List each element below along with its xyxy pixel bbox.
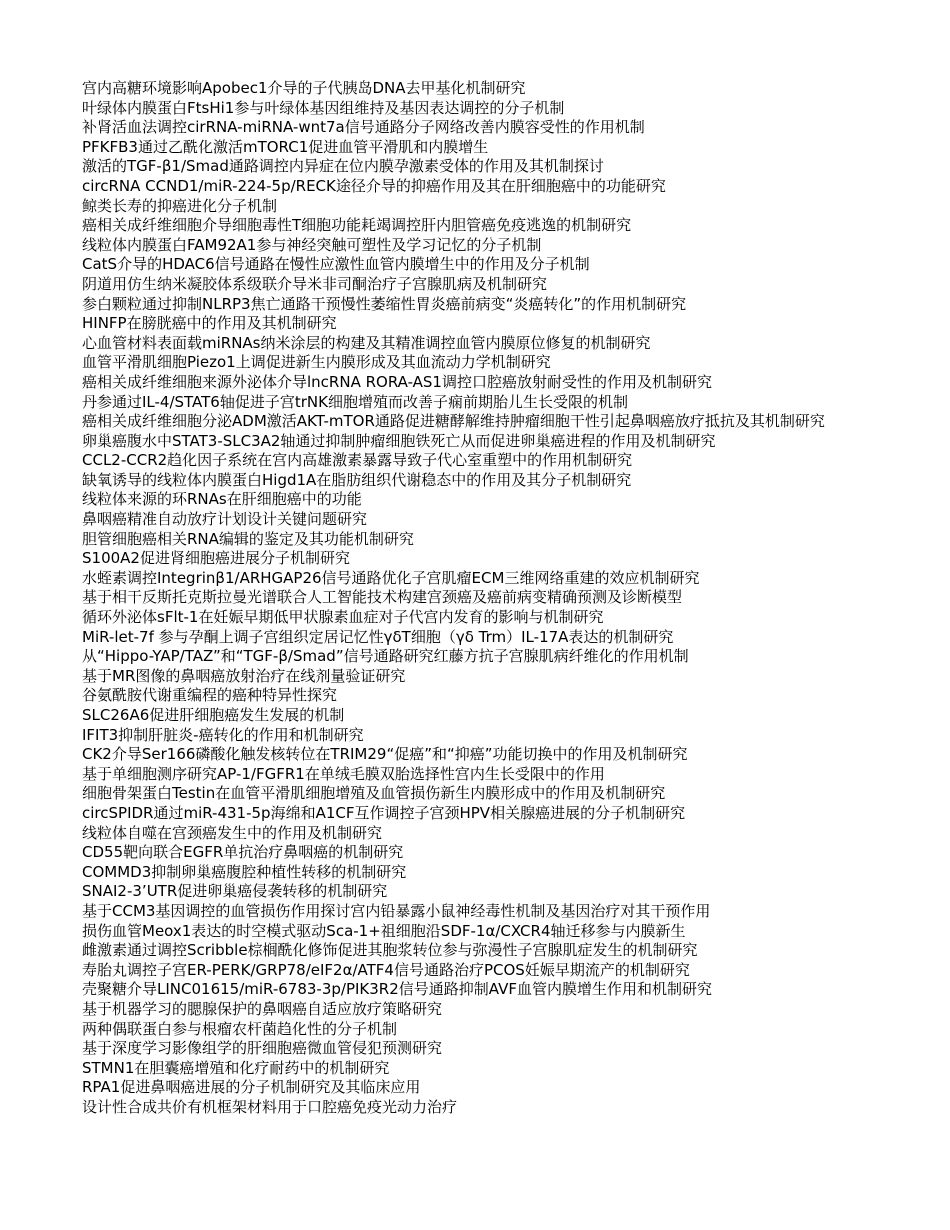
project-title: 谷氨酰胺代谢重编程的癌种特异性探究 (82, 686, 338, 705)
project-title: 卵巢癌腹水中STAT3-SLC3A2轴通过抑制肿瘤细胞铁死亡从而促进卵巢癌进程的作用及机制研究 (82, 431, 716, 450)
project-title: COMMD3抑制卵巢癌腹腔种植性转移的机制研究 (82, 862, 407, 881)
project-title: 基于MR图像的鼻咽癌放射治疗在线剂量验证研究 (82, 666, 406, 685)
project-title: 叶绿体内膜蛋白FtsHi1参与叶绿体基因组维持及基因表达调控的分子机制 (82, 98, 565, 117)
project-title: RPA1促进鼻咽癌进展的分子机制研究及其临床应用 (82, 1078, 421, 1097)
project-title: 线粒体来源的环RNAs在肝细胞癌中的功能 (82, 490, 362, 509)
project-title: SLC26A6促进肝细胞癌发生发展的机制 (82, 706, 345, 724)
project-title-list (82, 79, 942, 1117)
project-title: 损伤血管Meox1表达的时空模式驱动Sca-1+祖细胞沿SDF-1α/CXCR4轴迁移参与内膜新生 (82, 921, 686, 940)
project-title: 基于相干反斯托克斯拉曼光谱联合人工智能技术构建宫颈癌及癌前病变精确预测及诊断模型 (82, 588, 683, 607)
project-title: circRNA CCND1/miR-224-5p/RECK途径介导的抑癌作用及其在肝细胞癌中的功能研究 (82, 176, 666, 195)
project-title: 水蛭素调控Integrinβ1/ARHGAP26信号通路优化子宫肌瘤ECM三维网络重建的效应机制研究 (82, 568, 700, 587)
project-title: S100A2促进肾细胞癌进展分子机制研究 (82, 549, 350, 568)
project-title: 癌相关成纤维细胞介导细胞毒性T细胞功能耗竭调控肝内胆管癌免疫逃逸的机制研究 (82, 216, 632, 235)
project-title: 鲸类长寿的抑癌进化分子机制 (82, 196, 278, 215)
project-title: CCL2-CCR2趋化因子系统在宫内高雄激素暴露导致子代心室重塑中的作用机制研究 (82, 451, 633, 470)
project-title: 心血管材料表面载miRNAs纳米涂层的构建及其精准调控血管内膜原位修复的机制研究 (82, 333, 651, 352)
project-title: 设计性合成共价有机框架材料用于口腔癌免疫光动力治疗 (82, 1097, 458, 1116)
project-title: PFKFB3通过乙酰化激活mTORC1促进血管平滑肌和内膜增生 (82, 137, 489, 156)
project-title: SNAI2-3’UTR促进卵巢癌侵袭转移的机制研究 (82, 882, 388, 901)
project-title: 雌激素通过调控Scribble棕榈酰化修饰促进其胞浆转位参与弥漫性子宫腺肌症发生的机制研究 (82, 941, 698, 960)
project-title: 从“Hippo-YAP/TAZ”和“TGF-β/Smad”信号通路研究红藤方抗子宫腺肌病纤维化的作用机制 (82, 647, 689, 666)
project-title: 寿胎丸调控子宫ER-PERK/GRP78/eIF2α/ATF4信号通路治疗PCOS妊娠早期流产的机制研究 (82, 960, 690, 979)
project-title: 线粒体自噬在宫颈癌发生中的作用及机制研究 (82, 823, 383, 842)
project-title: 循环外泌体sFlt-1在妊娠早期低甲状腺素血症对子代宫内发育的影响与机制研究 (82, 608, 604, 627)
project-title: 鼻咽癌精准自动放疗计划设计关键问题研究 (82, 510, 368, 529)
project-title: 基于深度学习影像组学的肝细胞癌微血管侵犯预测研究 (82, 1039, 443, 1058)
project-title: circSPIDR通过miR-431-5p海绵和A1CF互作调控子宫颈HPV相关腺癌进展的分子机制研究 (82, 803, 686, 822)
project-title: 丹参通过IL-4/STAT6轴促进子宫trNK细胞增殖而改善子痫前期胎儿生长受限的机制 (82, 392, 628, 411)
project-title: MiR-let-7f 参与孕酮上调子宫组织定居记忆性γδT细胞（γδ Trm）IL-17A表达的机制研究 (82, 627, 674, 646)
project-title: HINFP在膀胱癌中的作用及其机制研究 (82, 314, 337, 333)
project-title: 阴道用仿生纳米凝胶体系级联介导米非司酮治疗子宫腺肌病及机制研究 (82, 274, 548, 293)
project-title: 两种偶联蛋白参与根瘤农杆菌趋化性的分子机制 (82, 1019, 398, 1038)
project-title: 线粒体内膜蛋白FAM92A1参与神经突触可塑性及学习记忆的分子机制 (82, 235, 542, 254)
project-title: 激活的TGF-β1/Smad通路调控内异症在位内膜孕激素受体的作用及其机制探讨 (82, 157, 604, 176)
project-title: 壳聚糖介导LINC01615/miR-6783-3p/PIK3R2信号通路抑制AVF血管内膜增生作用和机制研究 (82, 980, 712, 999)
project-title: 补肾活血法调控cirRNA-miRNA-wnt7a信号通路分子网络改善内膜容受性的作用机制 (82, 118, 645, 137)
project-title: IFIT3抑制肝脏炎-癌转化的作用和机制研究 (82, 725, 364, 744)
project-title: STMN1在胆囊癌增殖和化疗耐药中的机制研究 (82, 1058, 390, 1077)
project-title: 癌相关成纤维细胞分泌ADM激活AKT-mTOR通路促进糖酵解维持肿瘤细胞干性引起鼻咽癌放疗抵抗及其机制研究 (82, 412, 825, 431)
project-title: 缺氧诱导的线粒体内膜蛋白Higd1A在脂肪组织代谢稳态中的作用及其分子机制研究 (82, 470, 632, 489)
project-title: CD55靶向联合EGFR单抗治疗鼻咽癌的机制研究 (82, 843, 404, 862)
project-title: 参白颗粒通过抑制NLRP3焦亡通路干预慢性萎缩性胃炎癌前病变“炎癌转化”的作用机制研究 (82, 294, 687, 313)
project-title: 细胞骨架蛋白Testin在血管平滑肌细胞增殖及血管损伤新生内膜形成中的作用及机制研究 (82, 784, 666, 803)
project-title: CatS介导的HDAC6信号通路在慢性应激性血管内膜增生中的作用及分子机制 (82, 255, 590, 274)
project-title: 血管平滑肌细胞Piezo1上调促进新生内膜形成及其血流动力学机制研究 (82, 353, 551, 372)
project-title: CK2介导Ser166磷酸化触发核转位在TRIM29“促癌”和“抑癌”功能切换中的作用及机制研究 (82, 745, 688, 764)
project-title: 癌相关成纤维细胞来源外泌体介导lncRNA RORA-AS1调控口腔癌放射耐受性的作用及机制研究 (82, 372, 712, 391)
project-title: 基于机器学习的腮腺保护的鼻咽癌自适应放疗策略研究 (82, 999, 443, 1018)
project-title: 宫内高糖环境影响Apobec1介导的子代胰岛DNA去甲基化机制研究 (82, 79, 526, 97)
project-title: 胆管细胞癌相关RNA编辑的鉴定及其功能机制研究 (82, 529, 414, 548)
project-title: 基于CCM3基因调控的血管损伤作用探讨宫内铅暴露小鼠神经毒性机制及基因治疗对其干预作用 (82, 901, 711, 920)
project-title: 基于单细胞测序研究AP-1/FGFR1在单绒毛膜双胎选择性宫内生长受限中的作用 (82, 764, 605, 783)
